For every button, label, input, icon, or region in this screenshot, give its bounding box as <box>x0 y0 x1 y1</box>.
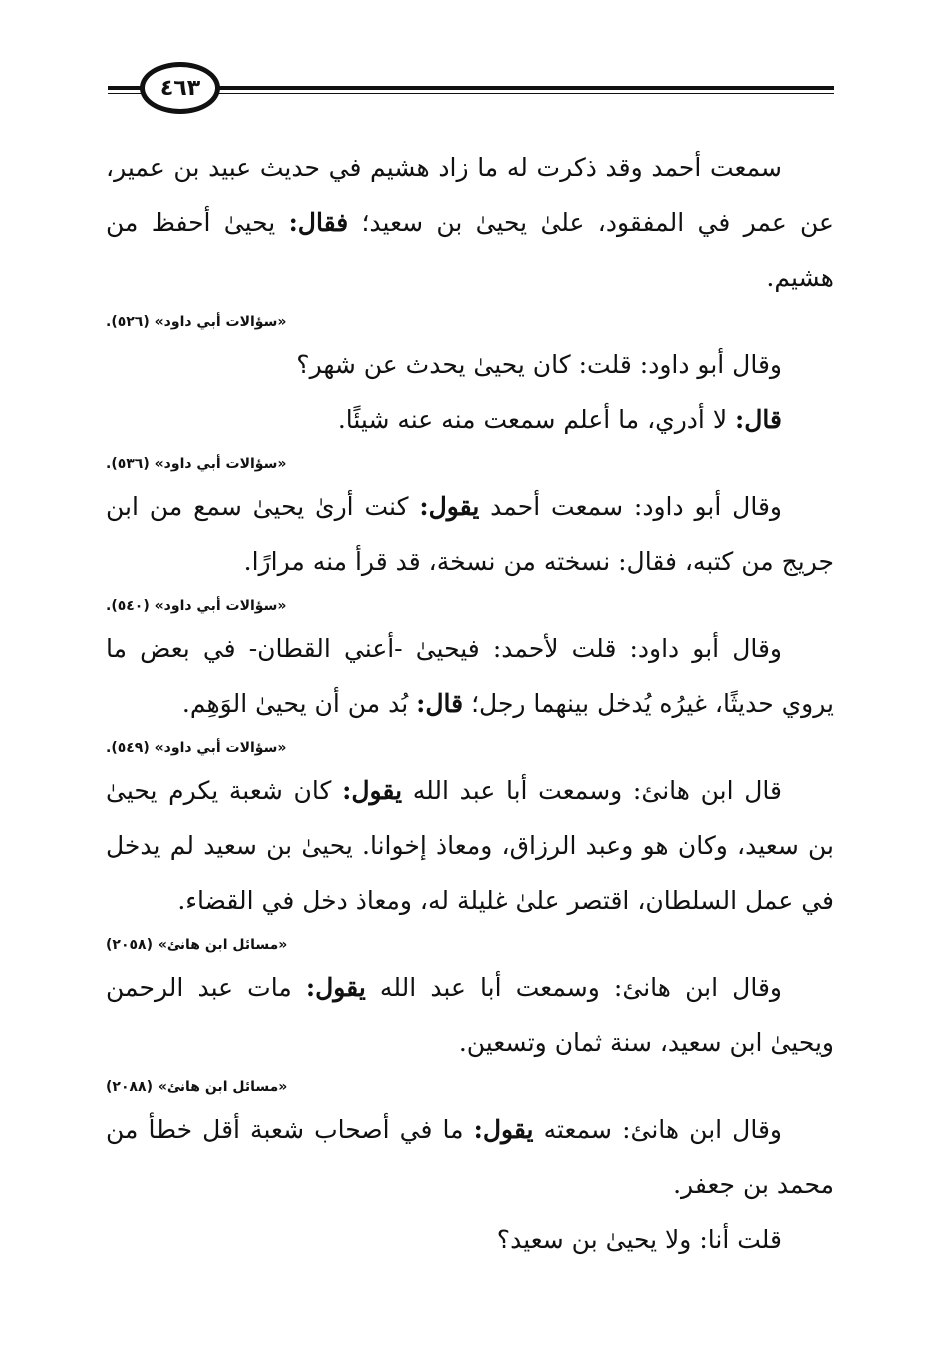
paragraph-text: وقال أبو داود: قلت لأحمد: فيحيىٰ -أعني القطان- في بعض ما يروي حديثًا، غيرُه يُدخل بينهما رجل؛ <box>106 634 834 718</box>
paragraph-text: قلت أنا: ولا يحيىٰ بن سعيد؟ <box>496 1225 782 1254</box>
paragraph-text: كنت أرىٰ يحيىٰ سمع من ابن جريج من كتبه، فقال: نسخته من نسخة، قد قرأ منه مرارًا. <box>106 492 834 576</box>
source-citation: «مسائل ابن هانئ» (٢٠٨٨) <box>106 1079 288 1095</box>
paragraph-text: يحيىٰ أحفظ من هشيم. <box>106 208 834 292</box>
paragraph <box>106 1102 834 1212</box>
paragraph-text: قال ابن هانئ: وسمعت أبا عبد الله <box>402 776 782 805</box>
paragraph <box>106 763 834 928</box>
paragraph-text: وقال ابن هانئ: سمعته <box>533 1115 782 1144</box>
paragraph-text: لا أدري، ما أعلم سمعت منه عنه شيئًا. <box>337 405 736 434</box>
bold-term: يقول: <box>419 492 480 521</box>
bold-term: يقول: <box>342 776 403 805</box>
paragraph <box>106 960 834 1070</box>
paragraph-text: كان شعبة يكرم يحيىٰ بن سعيد، وكان هو وعبد الرزاق، ومعاذ إخوانا. يحيىٰ بن سعيد لم يدخل في عمل السلطان، اقتصر علىٰ غليلة له، ومعاذ دخل في القضاء. <box>106 776 834 915</box>
bold-term: يقول: <box>305 973 366 1002</box>
paragraph <box>106 337 834 392</box>
paragraph-text: وقال أبو داود: سمعت أحمد <box>479 492 782 521</box>
paragraph <box>106 479 834 589</box>
paragraph-text: مات عبد الرحمن ويحيىٰ ابن سعيد، سنة ثمان وتسعين. <box>106 973 834 1057</box>
paragraph-text: بُد من أن يحيىٰ الوَهِم. <box>181 689 417 718</box>
paragraph <box>106 392 834 447</box>
source-citation: «سؤالات أبي داود» (٥٤٠). <box>106 598 287 614</box>
page-header <box>108 62 834 118</box>
paragraph <box>106 1212 834 1267</box>
source-citation: «سؤالات أبي داود» (٥٢٦). <box>106 314 287 330</box>
paragraph <box>106 140 834 305</box>
page-number-badge: ٤٦٣ <box>140 62 220 114</box>
source-citation: «مسائل ابن هانئ» (٢٠٥٨) <box>106 937 288 953</box>
page-body <box>106 140 834 1267</box>
paragraph <box>106 621 834 731</box>
source-citation: «سؤالات أبي داود» (٥٤٩). <box>106 740 287 756</box>
paragraph-text: ما في أصحاب شعبة أقل خطأ من محمد بن جعفر. <box>106 1115 834 1199</box>
bold-term: قال: <box>416 689 464 718</box>
bold-term: يقول: <box>473 1115 534 1144</box>
paragraph-text: وقال أبو داود: قلت: كان يحيىٰ يحدث عن شهر؟ <box>296 350 782 379</box>
paragraph-text: وقال ابن هانئ: وسمعت أبا عبد الله <box>365 973 782 1002</box>
source-citation: «سؤالات أبي داود» (٥٣٦). <box>106 456 287 472</box>
bold-term: فقال: <box>288 208 349 237</box>
bold-term: قال: <box>735 405 782 434</box>
paragraph-text: سمعت أحمد وقد ذكرت له ما زاد هشيم في حديث عبيد بن عمير، عن عمر في المفقود، علىٰ يحيىٰ بن سعيد؛ <box>106 153 834 237</box>
